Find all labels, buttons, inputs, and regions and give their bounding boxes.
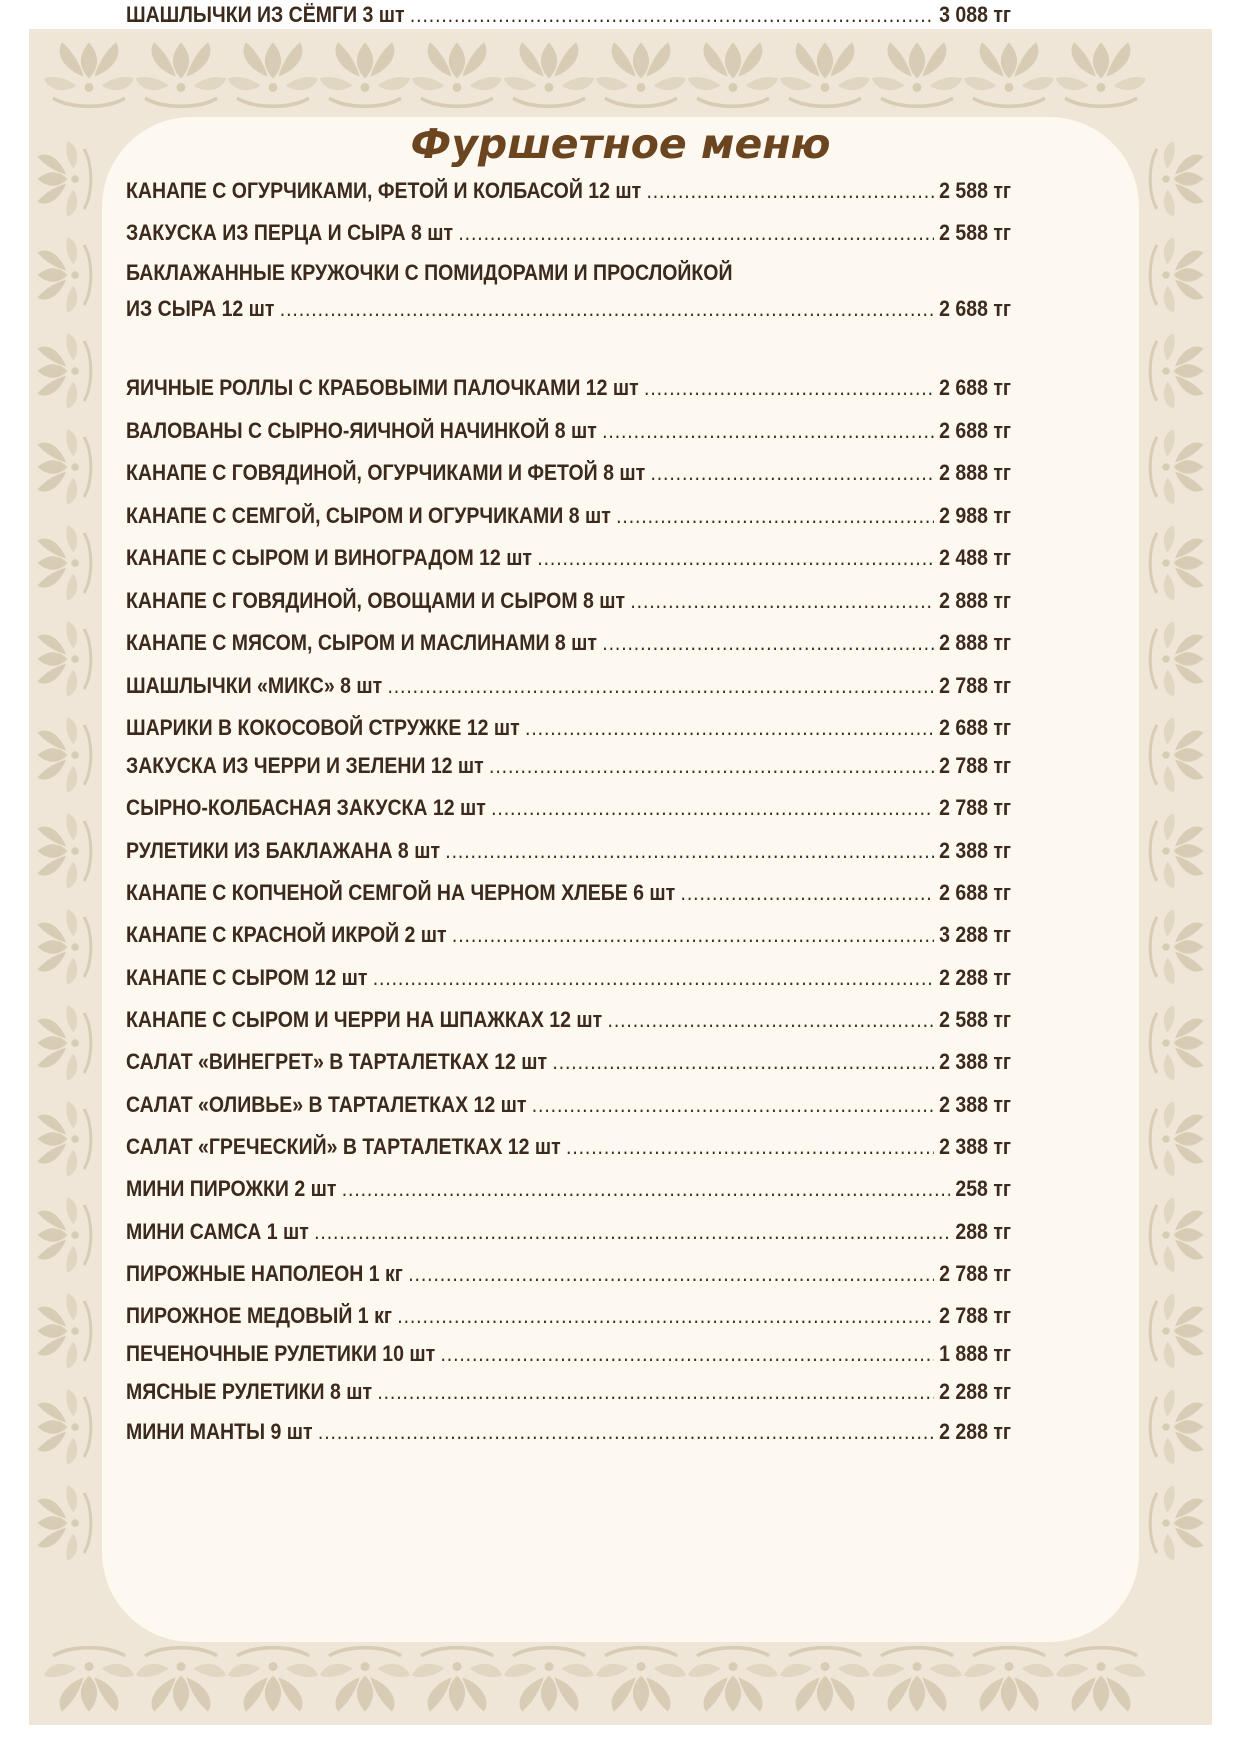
menu-item-row xyxy=(126,713,1011,743)
menu-item xyxy=(126,416,1011,446)
menu-item-name: ШАРИКИ В КОКОСОВОЙ СТРУЖКЕ 12 шт xyxy=(126,715,520,740)
menu-item xyxy=(126,1217,1011,1247)
dot-leader xyxy=(397,1301,934,1331)
menu-item-row xyxy=(126,373,1011,403)
menu-item-price: 3 088 тг xyxy=(939,2,1011,27)
menu-item xyxy=(126,793,1011,823)
menu-item-price: 288 тг xyxy=(955,1219,1011,1244)
dot-leader xyxy=(650,458,933,488)
menu-item xyxy=(126,1090,1011,1120)
menu-item-price: 2 288 тг xyxy=(939,1379,1011,1404)
menu-item-name: САЛАТ «ГРЕЧЕСКИЙ» В ТАРТАЛЕТКАХ 12 шт xyxy=(126,1134,561,1159)
menu-item-name: МИНИ МАНТЫ 9 шт xyxy=(126,1419,313,1444)
dot-leader xyxy=(314,1217,950,1247)
menu-item-row xyxy=(126,458,1011,488)
menu-item-name: КАНАПЕ С КРАСНОЙ ИКРОЙ 2 шт xyxy=(126,922,447,947)
menu-item-row xyxy=(126,586,1011,616)
menu-item-price: 2 688 тг xyxy=(939,375,1011,400)
menu-item-price: 2 588 тг xyxy=(939,178,1011,203)
menu-item-name: КАНАПЕ С ГОВЯДИНОЙ, ОВОЩАМИ И СЫРОМ 8 шт xyxy=(126,588,626,613)
menu-item-name-first-line: БАКЛАЖАННЫЕ КРУЖОЧКИ С ПОМИДОРАМИ И ПРОСЛОЙКОЙ xyxy=(126,260,733,285)
menu-item xyxy=(126,628,1011,658)
menu-item-row xyxy=(126,671,1011,701)
dot-leader xyxy=(681,878,934,908)
dot-leader xyxy=(525,713,934,743)
dot-leader xyxy=(602,628,934,658)
menu-item-name: ПЕЧЕНОЧНЫЕ РУЛЕТИКИ 10 шт xyxy=(126,1341,436,1366)
menu-item xyxy=(126,255,1011,327)
dot-leader xyxy=(377,1377,933,1407)
menu-item xyxy=(126,1301,1011,1331)
menu-item-row xyxy=(126,1301,1011,1331)
dot-leader xyxy=(491,793,934,823)
menu-item-row xyxy=(126,963,1011,993)
menu-item-name: ЗАКУСКА ИЗ ПЕРЦА И СЫРА 8 шт xyxy=(126,220,454,245)
menu-item-row xyxy=(126,501,1011,531)
menu-item-row xyxy=(126,0,1011,30)
menu-item-price: 2 788 тг xyxy=(939,673,1011,698)
dot-leader xyxy=(280,291,934,327)
menu-item-price: 1 888 тг xyxy=(939,1341,1011,1366)
menu-item-price: 2 688 тг xyxy=(939,418,1011,443)
menu-item-price: 2 488 тг xyxy=(939,545,1011,570)
menu-item-name: КАНАПЕ С СЫРОМ И ВИНОГРАДОМ 12 шт xyxy=(126,545,532,570)
dot-leader xyxy=(445,836,934,866)
menu-item-price: 2 288 тг xyxy=(939,965,1011,990)
menu-item-price: 2 688 тг xyxy=(939,880,1011,905)
dot-leader xyxy=(440,1339,933,1369)
menu-item-price: 2 688 тг xyxy=(939,715,1011,740)
menu-item-name: ПИРОЖНЫЕ НАПОЛЕОН 1 кг xyxy=(126,1261,403,1286)
menu-item-price: 2 888 тг xyxy=(939,460,1011,485)
dot-leader xyxy=(408,1259,934,1289)
menu-item xyxy=(126,176,1011,206)
menu-item xyxy=(126,1377,1011,1407)
dot-leader xyxy=(616,501,934,531)
menu-item-row xyxy=(126,751,1011,781)
dot-leader xyxy=(318,1417,934,1447)
dot-leader xyxy=(552,1047,933,1077)
menu-item-row xyxy=(126,1132,1011,1162)
dot-leader xyxy=(644,373,934,403)
menu-item-row xyxy=(126,1339,1011,1369)
menu-item xyxy=(126,543,1011,573)
menu-item xyxy=(126,1417,1011,1447)
dot-leader xyxy=(387,671,933,701)
menu-item-price: 2 788 тг xyxy=(939,795,1011,820)
menu-item-row xyxy=(126,1217,1011,1247)
menu-item xyxy=(126,373,1011,403)
menu-item xyxy=(126,713,1011,743)
menu-item-price: 258 тг xyxy=(955,1176,1011,1201)
menu-item-name: КАНАПЕ С СЕМГОЙ, СЫРОМ И ОГУРЧИКАМИ 8 шт xyxy=(126,503,611,528)
menu-item xyxy=(126,963,1011,993)
menu-item xyxy=(126,218,1011,248)
dot-leader xyxy=(602,416,934,446)
menu-item-name: КАНАПЕ С КОПЧЕНОЙ СЕМГОЙ НА ЧЕРНОМ ХЛЕБЕ 6 шт xyxy=(126,880,676,905)
menu-item xyxy=(126,586,1011,616)
menu-item-row xyxy=(126,218,1011,248)
menu-item xyxy=(126,501,1011,531)
menu-item-row xyxy=(126,1377,1011,1407)
page-title: Фуршетное меню xyxy=(410,120,831,168)
menu-item-row xyxy=(126,878,1011,908)
menu-item-row xyxy=(126,1005,1011,1035)
menu-item xyxy=(126,1047,1011,1077)
menu-item-row xyxy=(126,291,1011,327)
menu-item xyxy=(126,458,1011,488)
dot-leader xyxy=(458,218,933,248)
menu-item xyxy=(126,1132,1011,1162)
menu-item-row xyxy=(126,1259,1011,1289)
menu-item-row xyxy=(126,628,1011,658)
menu-item xyxy=(126,878,1011,908)
dot-leader xyxy=(532,1090,934,1120)
menu-item-name: ВАЛОВАНЫ С СЫРНО-ЯИЧНОЙ НАЧИНКОЙ 8 шт xyxy=(126,418,597,443)
menu-item xyxy=(126,1174,1011,1204)
menu-item-price: 2 788 тг xyxy=(939,753,1011,778)
menu-item-name: САЛАТ «ОЛИВЬЕ» В ТАРТАЛЕТКАХ 12 шт xyxy=(126,1092,527,1117)
menu-item xyxy=(126,1339,1011,1369)
menu-item-price: 2 388 тг xyxy=(939,1092,1011,1117)
menu-item-name: СЫРНО-КОЛБАСНАЯ ЗАКУСКА 12 шт xyxy=(126,795,486,820)
dot-leader xyxy=(646,176,933,206)
menu-item-price: 3 288 тг xyxy=(939,922,1011,947)
menu-item-price: 2 888 тг xyxy=(939,588,1011,613)
dot-leader xyxy=(566,1132,934,1162)
menu-item-row xyxy=(126,1090,1011,1120)
menu-item xyxy=(126,920,1011,950)
menu-item-row xyxy=(126,543,1011,573)
menu-item-row xyxy=(126,1417,1011,1447)
menu-item xyxy=(126,836,1011,866)
menu-item-name: ЯИЧНЫЕ РОЛЛЫ С КРАБОВЫМИ ПАЛОЧКАМИ 12 шт xyxy=(126,375,639,400)
menu-item-name: ЗАКУСКА ИЗ ЧЕРРИ И ЗЕЛЕНИ 12 шт xyxy=(126,753,484,778)
menu-item-price: 2 688 тг xyxy=(939,296,1011,321)
menu-item xyxy=(126,1259,1011,1289)
menu-item-row xyxy=(126,1174,1011,1204)
menu-item-price: 2 788 тг xyxy=(939,1261,1011,1286)
dot-leader xyxy=(373,963,934,993)
menu-item-name: РУЛЕТИКИ ИЗ БАКЛАЖАНА 8 шт xyxy=(126,838,440,863)
menu-item-name: ИЗ СЫРА 12 шт xyxy=(126,296,275,321)
dot-leader xyxy=(342,1174,950,1204)
menu-item xyxy=(126,671,1011,701)
menu-item-price: 2 788 тг xyxy=(939,1303,1011,1328)
menu-item-name: КАНАПЕ С ГОВЯДИНОЙ, ОГУРЧИКАМИ И ФЕТОЙ 8 шт xyxy=(126,460,646,485)
menu-item-row xyxy=(126,1047,1011,1077)
menu-item-price: 2 588 тг xyxy=(939,1007,1011,1032)
menu-item xyxy=(126,0,1011,30)
menu-item-name: ШАШЛЫЧКИ «МИКС» 8 шт xyxy=(126,673,383,698)
menu-item-name: САЛАТ «ВИНЕГРЕТ» В ТАРТАЛЕТКАХ 12 шт xyxy=(126,1049,548,1074)
menu-item-row xyxy=(126,793,1011,823)
menu-item-price: 2 588 тг xyxy=(939,220,1011,245)
dot-leader xyxy=(452,920,934,950)
menu-item-price: 2 988 тг xyxy=(939,503,1011,528)
menu-item-name: МЯСНЫЕ РУЛЕТИКИ 8 шт xyxy=(126,1379,373,1404)
dot-leader xyxy=(537,543,934,573)
menu-item-name: КАНАПЕ С МЯСОМ, СЫРОМ И МАСЛИНАМИ 8 шт xyxy=(126,630,597,655)
menu-item-price: 2 388 тг xyxy=(939,1049,1011,1074)
menu-item-price: 2 388 тг xyxy=(939,838,1011,863)
menu-item-name: КАНАПЕ С ОГУРЧИКАМИ, ФЕТОЙ И КОЛБАСОЙ 12 шт xyxy=(126,178,642,203)
dot-leader xyxy=(630,586,933,616)
dot-leader xyxy=(608,1005,934,1035)
dot-leader xyxy=(489,751,934,781)
menu-item-name: ШАШЛЫЧКИ ИЗ СЁМГИ 3 шт xyxy=(126,2,405,27)
menu-item-name: МИНИ САМСА 1 шт xyxy=(126,1219,309,1244)
menu-item-price: 2 388 тг xyxy=(939,1134,1011,1159)
menu-item-name: КАНАПЕ С СЫРОМ 12 шт xyxy=(126,965,368,990)
menu-item-row xyxy=(126,416,1011,446)
menu-item-price: 2 888 тг xyxy=(939,630,1011,655)
menu-item-name: КАНАПЕ С СЫРОМ И ЧЕРРИ НА ШПАЖКАХ 12 шт xyxy=(126,1007,603,1032)
menu-item-price: 2 288 тг xyxy=(939,1419,1011,1444)
menu-item-name: ПИРОЖНОЕ МЕДОВЫЙ 1 кг xyxy=(126,1303,392,1328)
menu-item xyxy=(126,751,1011,781)
dot-leader xyxy=(410,0,934,30)
menu-item-row xyxy=(126,920,1011,950)
menu-item-row xyxy=(126,176,1011,206)
menu-item xyxy=(126,1005,1011,1035)
menu-item-name: МИНИ ПИРОЖКИ 2 шт xyxy=(126,1176,337,1201)
menu-item-row xyxy=(126,836,1011,866)
